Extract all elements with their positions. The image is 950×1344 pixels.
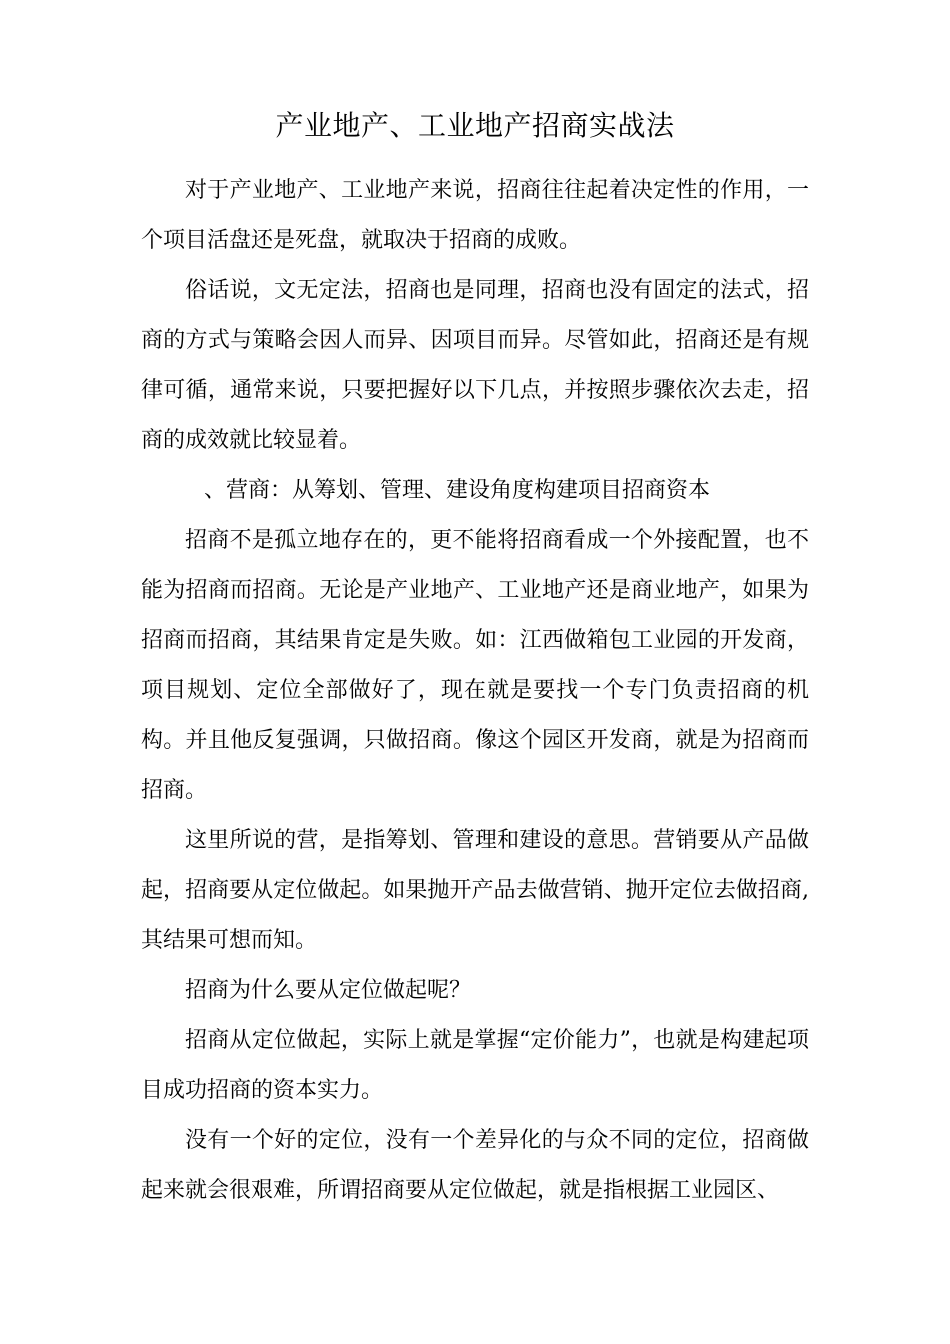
paragraph-saying: 俗话说，文无定法，招商也是同理，招商也没有固定的法式，招商的方式与策略会因人而异、因项目而异。尽管如此，招商还是有规律可循，通常来说，只要把握好以下几点，并按照步骤依次去走，招商的成效就比较显着。 [141,278,809,453]
paragraph-not-isolated: 招商不是孤立地存在的，更不能将招商看成一个外接配置，也不能为招商而招商。无论是产业地产、工业地产还是商业地产，如果为招商而招商，其结果肯定是失败。如：江西做箱包工业园的开发商，项目规划、定位全部做好了，现在就是要找一个专门负责招商的机构。并且他反复强调，只做招商。像这个园区开发商，就是为招商而招商。 [141,528,809,803]
paragraph-intro: 对于产业地产、工业地产来说，招商往往起着决定性的作用，一个项目活盘还是死盘，就取决于招商的成败。 [141,178,809,253]
paragraph-positioning: 没有一个好的定位，没有一个差异化的与众不同的定位，招商做起来就会很艰难，所谓招商要从定位做起，就是指根据工业园区、 [141,1128,809,1203]
paragraph-meaning-of-ying: 这里所说的营，是指筹划、管理和建设的意思。营销要从产品做起，招商要从定位做起。如果抛开产品去做营销、抛开定位去做招商,其结果可想而知。 [141,828,809,953]
document-body [141,166,809,1216]
paragraph-question: 招商为什么要从定位做起呢？ [185,978,472,1003]
document-title: 产业地产、工业地产招商实战法 [275,109,675,142]
section-heading-yingshang: 、营商：从筹划、管理、建设角度构建项目招商资本 [204,478,711,503]
paragraph-pricing-power: 招商从定位做起，实际上就是掌握“定价能力”，也就是构建起项目成功招商的资本实力。 [141,1028,809,1103]
